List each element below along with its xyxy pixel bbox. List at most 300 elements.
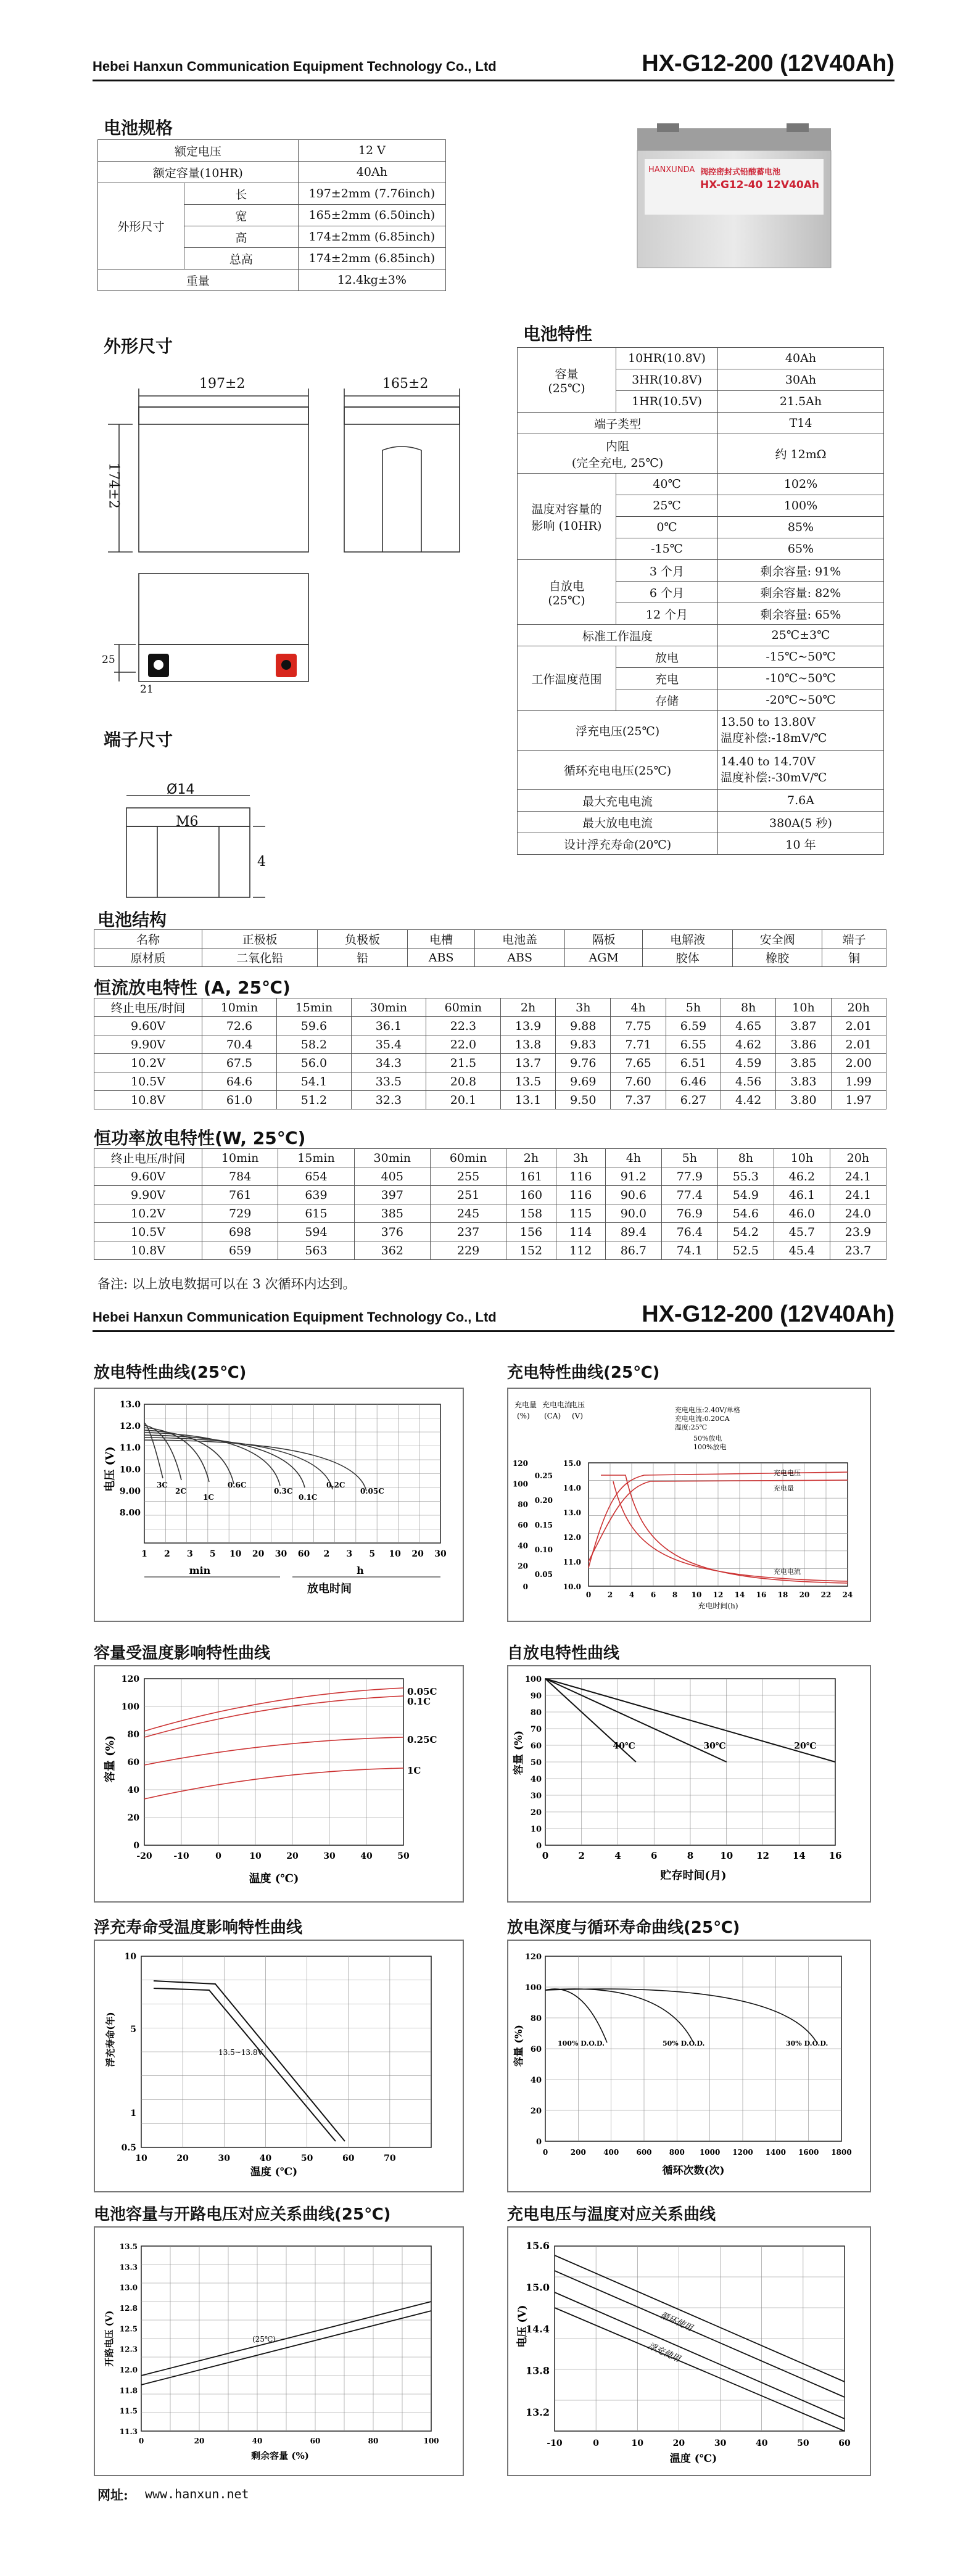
x-tick-label: 14 bbox=[792, 1850, 806, 1861]
y-tick-label: 13.3 bbox=[119, 2263, 138, 2272]
y-tick-label: 20 bbox=[518, 1562, 528, 1571]
charge-current bbox=[601, 1475, 848, 1583]
table-cell: 原材质 bbox=[94, 949, 202, 967]
table-cell: 46.0 bbox=[774, 1204, 830, 1223]
y-tick-label: 80 bbox=[530, 1708, 542, 1718]
curve-label: 3C bbox=[157, 1481, 168, 1489]
battery-spec-title: 电池规格 bbox=[104, 118, 173, 138]
table-cell: 正极板 bbox=[202, 930, 318, 949]
x-unit-min: min bbox=[189, 1565, 211, 1576]
table-cell: 698 bbox=[202, 1223, 278, 1241]
y-tick-label: 40 bbox=[518, 1541, 528, 1550]
dimension-drawing bbox=[102, 370, 534, 715]
y-tick-label: 0.05 bbox=[534, 1570, 553, 1579]
table-cell: 22.0 bbox=[426, 1035, 500, 1054]
x-tick-label: 30 bbox=[323, 1851, 336, 1861]
char-val: 温度补偿:-18mV/℃ bbox=[721, 731, 827, 745]
char-temp-label: 温度对容量的 影响 (10HR) bbox=[518, 474, 616, 560]
table-cell: 158 bbox=[506, 1204, 556, 1223]
table-cell: 70.4 bbox=[202, 1035, 277, 1054]
x-tick-label: 1800 bbox=[831, 2148, 852, 2157]
table-cell: 89.4 bbox=[605, 1223, 661, 1241]
char-val: 剩余容量: 91% bbox=[718, 560, 884, 582]
characteristics-table bbox=[517, 347, 884, 855]
chart2-title: 充电特性曲线(25℃) bbox=[507, 1364, 660, 1382]
table-cell: 橡胶 bbox=[732, 949, 822, 967]
y-tick-label: 1 bbox=[130, 2109, 136, 2119]
char-key: 12 个月 bbox=[616, 603, 718, 625]
y-tick-label: 80 bbox=[518, 1500, 528, 1509]
x-axis-label: 充电时间(h) bbox=[698, 1602, 738, 1610]
table-cell: 64.6 bbox=[202, 1072, 277, 1091]
table-cell: 隔板 bbox=[564, 930, 642, 949]
y-tick-label: 13.5 bbox=[119, 2242, 138, 2251]
table-cell: 20h bbox=[831, 998, 886, 1017]
y-tick-label: 12.3 bbox=[119, 2345, 138, 2354]
cp-title: 恒功率放电特性(W, 25℃) bbox=[94, 1128, 306, 1148]
table-cell: 安全阀 bbox=[732, 930, 822, 949]
spec-val: 40Ah bbox=[298, 162, 445, 183]
table-row bbox=[94, 930, 886, 949]
table-cell: 61.0 bbox=[202, 1091, 277, 1109]
char-key: 端子类型 bbox=[518, 413, 718, 434]
y-axis-label: 容量 (%) bbox=[104, 1735, 117, 1783]
table-cell: 90.6 bbox=[605, 1186, 661, 1204]
table-cell: 3.85 bbox=[776, 1054, 831, 1072]
char-val: T14 bbox=[718, 413, 884, 434]
product-line2: HX-G12-40 12V40Ah bbox=[700, 179, 819, 191]
x-tick-label: 40 bbox=[259, 2154, 272, 2163]
chart1 bbox=[94, 1388, 464, 1622]
table-cell: 594 bbox=[278, 1223, 354, 1241]
curve-label: 40℃ bbox=[613, 1741, 635, 1751]
table-cell: 9.88 bbox=[556, 1017, 611, 1035]
x-tick-label: 70 bbox=[384, 2154, 396, 2163]
table-cell: 1.99 bbox=[831, 1072, 886, 1091]
spec-val: 12.4kg±3% bbox=[298, 270, 445, 291]
y-tick-label: 11.0 bbox=[563, 1558, 581, 1566]
table-cell: 10.8V bbox=[94, 1241, 202, 1260]
table-cell: 4h bbox=[605, 1149, 661, 1167]
x-tick-label: 800 bbox=[669, 2148, 685, 2157]
y-tick-label: 20 bbox=[530, 1808, 542, 1817]
char-key: 充电 bbox=[616, 668, 718, 689]
table-cell: 116 bbox=[556, 1167, 605, 1186]
x-tick-label: 4 bbox=[614, 1850, 621, 1861]
table-cell: 2h bbox=[506, 1149, 556, 1167]
x-tick-label: 20 bbox=[799, 1590, 810, 1599]
y-tick-label: 100 bbox=[524, 1983, 542, 1993]
table-cell: 229 bbox=[430, 1241, 506, 1260]
x-tick-label: 50 bbox=[300, 2154, 313, 2163]
table-cell: 13.8 bbox=[500, 1035, 555, 1054]
table-cell: 10.2V bbox=[94, 1204, 202, 1223]
y-unit-1: (%) bbox=[517, 1412, 530, 1420]
x-axis-label: 剩余容量 (%) bbox=[251, 2450, 309, 2461]
curve-01c bbox=[144, 1696, 403, 1737]
y-tick-label: 80 bbox=[127, 1730, 139, 1740]
table-cell: 91.2 bbox=[605, 1167, 661, 1186]
chart8 bbox=[507, 2226, 871, 2476]
table-cell: 9.60V bbox=[94, 1017, 202, 1035]
y-tick-label: 12.5 bbox=[119, 2324, 138, 2334]
y-tick-label: 11.5 bbox=[119, 2406, 138, 2416]
table-cell: 9.83 bbox=[556, 1035, 611, 1054]
table-cell: 9.90V bbox=[94, 1186, 202, 1204]
table-cell: 385 bbox=[354, 1204, 430, 1223]
curve-025c bbox=[144, 1737, 403, 1765]
table-cell: 10h bbox=[776, 998, 831, 1017]
table-cell: 115 bbox=[556, 1204, 605, 1223]
model-title: HX-G12-200 (12V40Ah) bbox=[642, 1301, 894, 1327]
battery-spec-table bbox=[97, 139, 446, 291]
table-cell: 160 bbox=[506, 1186, 556, 1204]
positive-terminal bbox=[276, 654, 297, 677]
spec-key: 重量 bbox=[98, 270, 299, 291]
spec-val: 12 V bbox=[298, 140, 445, 162]
spec-key: 额定容量(10HR) bbox=[98, 162, 299, 183]
curve-label: 0.05C bbox=[407, 1686, 437, 1697]
x-tick-label: 40 bbox=[252, 2437, 263, 2445]
char-val: 剩余容量: 82% bbox=[718, 582, 884, 603]
table-cell: 9.69 bbox=[556, 1072, 611, 1091]
x-tick-label: 50 bbox=[397, 1851, 410, 1861]
char-val: 21.5Ah bbox=[718, 391, 884, 413]
brand-logo: HANXUNDA bbox=[648, 165, 695, 175]
table-row bbox=[94, 1035, 886, 1054]
y-tick-label: 0 bbox=[523, 1582, 528, 1591]
dims-title: 外形尺寸 bbox=[104, 336, 173, 356]
table-cell: 7.37 bbox=[611, 1091, 666, 1109]
x-tick-label: 24 bbox=[842, 1590, 853, 1599]
x-axis-label: 温度 (℃) bbox=[250, 2166, 298, 2178]
x-tick-label: 40 bbox=[755, 2438, 768, 2448]
table-cell: 10.2V bbox=[94, 1054, 202, 1072]
table-cell: 负极板 bbox=[318, 930, 408, 949]
x-axis-label: 贮存时间(月) bbox=[660, 1869, 727, 1882]
y-tick-label: 40 bbox=[530, 2076, 542, 2085]
table-cell: 4h bbox=[611, 998, 666, 1017]
table-cell: 72.6 bbox=[202, 1017, 277, 1035]
x-tick-label: 60 bbox=[838, 2438, 851, 2448]
y-tick-label: 40 bbox=[530, 1775, 542, 1784]
x-tick-label: 10 bbox=[229, 1549, 242, 1559]
char-range-label: 工作温度范围 bbox=[518, 646, 616, 711]
x-tick-label: 6 bbox=[650, 1590, 656, 1599]
y-axis-label: 电压 (V) bbox=[516, 2305, 529, 2348]
x-tick-label: 14 bbox=[734, 1590, 745, 1599]
terminal-depth: 4 bbox=[257, 854, 266, 870]
chart5-title: 浮充寿命受温度影响特性曲线 bbox=[94, 1919, 303, 1937]
table-cell: 6.46 bbox=[666, 1072, 721, 1091]
table-cell: 2.01 bbox=[831, 1017, 886, 1035]
table-row bbox=[94, 998, 886, 1017]
table-cell: 10.5V bbox=[94, 1072, 202, 1091]
x-tick-label: -10 bbox=[547, 2438, 563, 2448]
table-cell: 20.8 bbox=[426, 1072, 500, 1091]
char-val: 40Ah bbox=[718, 348, 884, 369]
char-key: -15℃ bbox=[616, 538, 718, 560]
table-cell: 54.6 bbox=[717, 1204, 774, 1223]
x-tick-label: 30 bbox=[714, 2438, 727, 2448]
model-title: HX-G12-200 (12V40Ah) bbox=[642, 51, 894, 76]
table-cell: AGM bbox=[564, 949, 642, 967]
x-tick-label: 0 bbox=[593, 2438, 600, 2448]
table-cell: 152 bbox=[506, 1241, 556, 1260]
table-cell: 电池盖 bbox=[475, 930, 565, 949]
y-tick-label: 100 bbox=[524, 1675, 542, 1684]
table-cell: 15min bbox=[278, 1149, 354, 1167]
x-tick-label: 3 bbox=[346, 1549, 353, 1559]
table-cell: 4.59 bbox=[721, 1054, 776, 1072]
y-tick-label: 13.2 bbox=[526, 2406, 550, 2418]
chart1-title: 放电特性曲线(25℃) bbox=[94, 1364, 247, 1382]
y-tick-label: 70 bbox=[530, 1725, 542, 1734]
terminal-dia: Ø14 bbox=[167, 782, 195, 797]
table-cell: 34.3 bbox=[351, 1054, 426, 1072]
table-cell: 10min bbox=[202, 998, 277, 1017]
product-image bbox=[632, 122, 836, 270]
x-tick-label: 1400 bbox=[765, 2148, 787, 2157]
y-tick-label: 14.4 bbox=[526, 2323, 550, 2335]
curve-label: 0.6C bbox=[228, 1481, 247, 1489]
spec-key: 高 bbox=[184, 226, 299, 248]
page-header-1 bbox=[93, 38, 894, 81]
x-tick-label: 10 bbox=[389, 1549, 401, 1559]
table-cell: 54.2 bbox=[717, 1223, 774, 1241]
table-cell: 114 bbox=[556, 1223, 605, 1241]
y-tick-label: 10.0 bbox=[119, 1465, 141, 1475]
table-cell: 2.00 bbox=[831, 1054, 886, 1072]
legend-text: 充电电压:2.40V/单格 bbox=[675, 1406, 740, 1414]
y-tick-label: 50 bbox=[530, 1758, 542, 1767]
cycle-upper bbox=[555, 2255, 845, 2382]
spec-val: 197±2mm (7.76inch) bbox=[298, 183, 445, 205]
y-tick-label: 0.15 bbox=[534, 1521, 553, 1529]
chart4 bbox=[507, 1665, 871, 1903]
float-upper bbox=[555, 2292, 845, 2419]
structure-table bbox=[94, 929, 886, 967]
y-tick-label: 120 bbox=[512, 1459, 528, 1468]
y-tick-label: 60 bbox=[530, 2045, 542, 2054]
table-cell: 13.1 bbox=[500, 1091, 555, 1109]
series-label: 充电电压 bbox=[774, 1469, 801, 1477]
series-label: 充电量 bbox=[774, 1484, 794, 1492]
y-tick-label: 0.5 bbox=[121, 2143, 136, 2153]
table-cell: 13.5 bbox=[500, 1072, 555, 1091]
x-tick-label: 200 bbox=[570, 2148, 586, 2157]
curve-005c bbox=[144, 1688, 403, 1731]
table-cell: ABS bbox=[407, 949, 475, 967]
y-tick-label: 11.3 bbox=[119, 2427, 138, 2436]
x-tick-label: 10 bbox=[249, 1851, 262, 1861]
spec-val: 174±2mm (6.85inch) bbox=[298, 226, 445, 248]
table-cell: 7.71 bbox=[611, 1035, 666, 1054]
chart6-title: 放电深度与循环寿命曲线(25℃) bbox=[507, 1919, 740, 1937]
y-tick-label: 0 bbox=[535, 2138, 542, 2147]
negative-terminal bbox=[148, 654, 169, 677]
x-tick-label: 10 bbox=[720, 1850, 733, 1861]
table-cell: 86.7 bbox=[605, 1241, 661, 1260]
table-cell: 67.5 bbox=[202, 1054, 277, 1072]
char-val: 7.6A bbox=[718, 790, 884, 812]
table-cell: 23.9 bbox=[830, 1223, 886, 1241]
cycle-lower bbox=[555, 2271, 845, 2397]
y-tick-label: 13.0 bbox=[119, 2283, 138, 2292]
table-cell: 2.01 bbox=[831, 1035, 886, 1054]
table-cell: 24.1 bbox=[830, 1167, 886, 1186]
table-cell: 59.6 bbox=[276, 1017, 351, 1035]
x-tick-label: 2 bbox=[607, 1590, 613, 1599]
terminal-title: 端子尺寸 bbox=[104, 730, 173, 750]
spec-key: 长 bbox=[184, 183, 299, 205]
table-cell: 13.7 bbox=[500, 1054, 555, 1072]
x-tick-label: 3 bbox=[186, 1549, 193, 1559]
table-cell: 3.87 bbox=[776, 1017, 831, 1035]
table-cell: 255 bbox=[430, 1167, 506, 1186]
curve-label: 2C bbox=[175, 1487, 186, 1496]
legend-text: 充电电流:0.20CA bbox=[675, 1415, 730, 1423]
table-cell: 8h bbox=[721, 998, 776, 1017]
y-tick-label: 13.8 bbox=[526, 2364, 550, 2377]
table-cell: 116 bbox=[556, 1186, 605, 1204]
dim-height: 174±2 bbox=[105, 463, 122, 509]
y-tick-label: 0.25 bbox=[534, 1471, 553, 1480]
table-cell: 51.2 bbox=[276, 1091, 351, 1109]
x-tick-label: 30 bbox=[434, 1549, 447, 1559]
x-tick-label: 16 bbox=[756, 1590, 767, 1599]
table-cell: 32.3 bbox=[351, 1091, 426, 1109]
table-cell: 6.55 bbox=[666, 1035, 721, 1054]
y-axis-label: 容量 (%) bbox=[513, 2025, 524, 2067]
spec-group: 外形尺寸 bbox=[98, 183, 184, 270]
curve-label: 0.2C bbox=[326, 1481, 345, 1489]
curve-label: 100% D.O.D. bbox=[558, 2039, 605, 2047]
y-tick-label: 120 bbox=[121, 1674, 139, 1684]
table-cell: 54.9 bbox=[717, 1186, 774, 1204]
constant-current-table bbox=[94, 998, 886, 1109]
chart8-title: 充电电压与温度对应关系曲线 bbox=[507, 2205, 716, 2224]
table-cell: 20.1 bbox=[426, 1091, 500, 1109]
x-tick-label: 6 bbox=[651, 1850, 658, 1861]
x-tick-label: 80 bbox=[368, 2437, 379, 2445]
table-cell: 405 bbox=[354, 1167, 430, 1186]
table-row bbox=[94, 1167, 886, 1186]
x-tick-label: 12 bbox=[756, 1850, 769, 1861]
table-row bbox=[94, 1072, 886, 1091]
table-cell: 654 bbox=[278, 1167, 354, 1186]
table-cell: 56.0 bbox=[276, 1054, 351, 1072]
x-tick-label: 1200 bbox=[732, 2148, 753, 2157]
x-tick-label: 2 bbox=[164, 1549, 170, 1559]
footer-url[interactable]: www.hanxun.net bbox=[145, 2487, 249, 2501]
table-cell: 9.90V bbox=[94, 1035, 202, 1054]
x-tick-label: 10 bbox=[691, 1590, 702, 1599]
table-cell: 3h bbox=[556, 1149, 605, 1167]
chart7 bbox=[94, 2226, 464, 2476]
table-cell: 6.51 bbox=[666, 1054, 721, 1072]
terminal-bolt: M6 bbox=[176, 814, 199, 829]
table-cell: 33.5 bbox=[351, 1072, 426, 1091]
char-val: 25℃±3℃ bbox=[718, 625, 884, 646]
char-key: 浮充电压(25℃) bbox=[518, 711, 718, 751]
x-tick-label: 2 bbox=[323, 1549, 330, 1559]
characteristics-title: 电池特性 bbox=[523, 324, 593, 344]
y-axis-label: 浮充寿命(年) bbox=[105, 2012, 116, 2067]
y-tick-label: 15.0 bbox=[563, 1459, 581, 1468]
y-tick-label: 14.0 bbox=[563, 1484, 581, 1492]
char-key: 1HR(10.5V) bbox=[616, 391, 718, 413]
y-tick-label: 11.0 bbox=[119, 1443, 141, 1454]
table-cell: 90.0 bbox=[605, 1204, 661, 1223]
char-val: 30Ah bbox=[718, 369, 884, 391]
curve-label: (25℃) bbox=[252, 2335, 276, 2344]
curve-30c bbox=[545, 1679, 727, 1762]
x-axis-label: 温度 (℃) bbox=[249, 1872, 299, 1885]
table-cell: 76.9 bbox=[661, 1204, 717, 1223]
curve-label: 0.1C bbox=[407, 1696, 431, 1707]
x-tick-label: 20 bbox=[411, 1549, 424, 1559]
legend-text: 温度:25℃ bbox=[675, 1423, 708, 1431]
y-tick-label: 60 bbox=[530, 1742, 542, 1751]
table-cell: 3.83 bbox=[776, 1072, 831, 1091]
x-axis-label: 温度 (℃) bbox=[669, 2453, 717, 2465]
char-self-label: 自放电 (25℃) bbox=[518, 560, 616, 625]
char-val: 14.40 to 14.70V bbox=[721, 755, 816, 768]
x-tick-label: 100 bbox=[423, 2437, 439, 2445]
x-tick-label: 30 bbox=[275, 1549, 287, 1559]
table-row bbox=[94, 949, 886, 967]
cc-title: 恒流放电特性 (A, 25℃) bbox=[94, 977, 291, 998]
table-cell: 10.5V bbox=[94, 1223, 202, 1241]
table-row bbox=[94, 1149, 886, 1167]
y-tick-label: 15.6 bbox=[526, 2240, 550, 2252]
product-line1: 阀控密封式铅酸蓄电池 bbox=[700, 168, 781, 177]
x-tick-label: -10 bbox=[173, 1851, 189, 1861]
x-axis-label: 循环次数(次) bbox=[662, 2165, 725, 2177]
curve-lower bbox=[154, 1988, 336, 2141]
table-cell: 729 bbox=[202, 1204, 278, 1223]
table-cell: 35.4 bbox=[351, 1035, 426, 1054]
y-tick-label: 0.20 bbox=[534, 1496, 553, 1505]
table-cell: 112 bbox=[556, 1241, 605, 1260]
note: 备注: 以上放电数据可以在 3 次循环内达到。 bbox=[97, 1277, 356, 1291]
y-tick-label: 12.0 bbox=[563, 1533, 581, 1542]
chart5 bbox=[94, 1940, 464, 2192]
table-cell: 46.2 bbox=[774, 1167, 830, 1186]
y-tick-label: 60 bbox=[127, 1758, 139, 1767]
table-cell: 端子 bbox=[822, 930, 886, 949]
char-val: 65% bbox=[718, 538, 884, 560]
table-cell: 7.60 bbox=[611, 1072, 666, 1091]
char-key: 3 个月 bbox=[616, 560, 718, 582]
table-cell: 52.5 bbox=[717, 1241, 774, 1260]
x-tick-label: 20 bbox=[176, 2154, 189, 2163]
table-cell: 639 bbox=[278, 1186, 354, 1204]
company-name: Hebei Hanxun Communication Equipment Technology Co., Ltd bbox=[93, 1309, 497, 1325]
table-row bbox=[94, 1204, 886, 1223]
curve-label: 30% D.O.D. bbox=[786, 2039, 828, 2047]
char-key: 0℃ bbox=[616, 517, 718, 538]
y-tick-label: 60 bbox=[518, 1521, 528, 1529]
table-row bbox=[94, 1054, 886, 1072]
char-capacity-label: 容量 (25℃) bbox=[518, 348, 616, 413]
y-axis-label: 开路电压 (V) bbox=[104, 2310, 115, 2367]
y-tick-label: 5 bbox=[130, 2024, 136, 2035]
x-tick-label: 1 bbox=[141, 1549, 147, 1559]
table-cell: 237 bbox=[430, 1223, 506, 1241]
y-tick-label: 12.0 bbox=[119, 2366, 138, 2374]
